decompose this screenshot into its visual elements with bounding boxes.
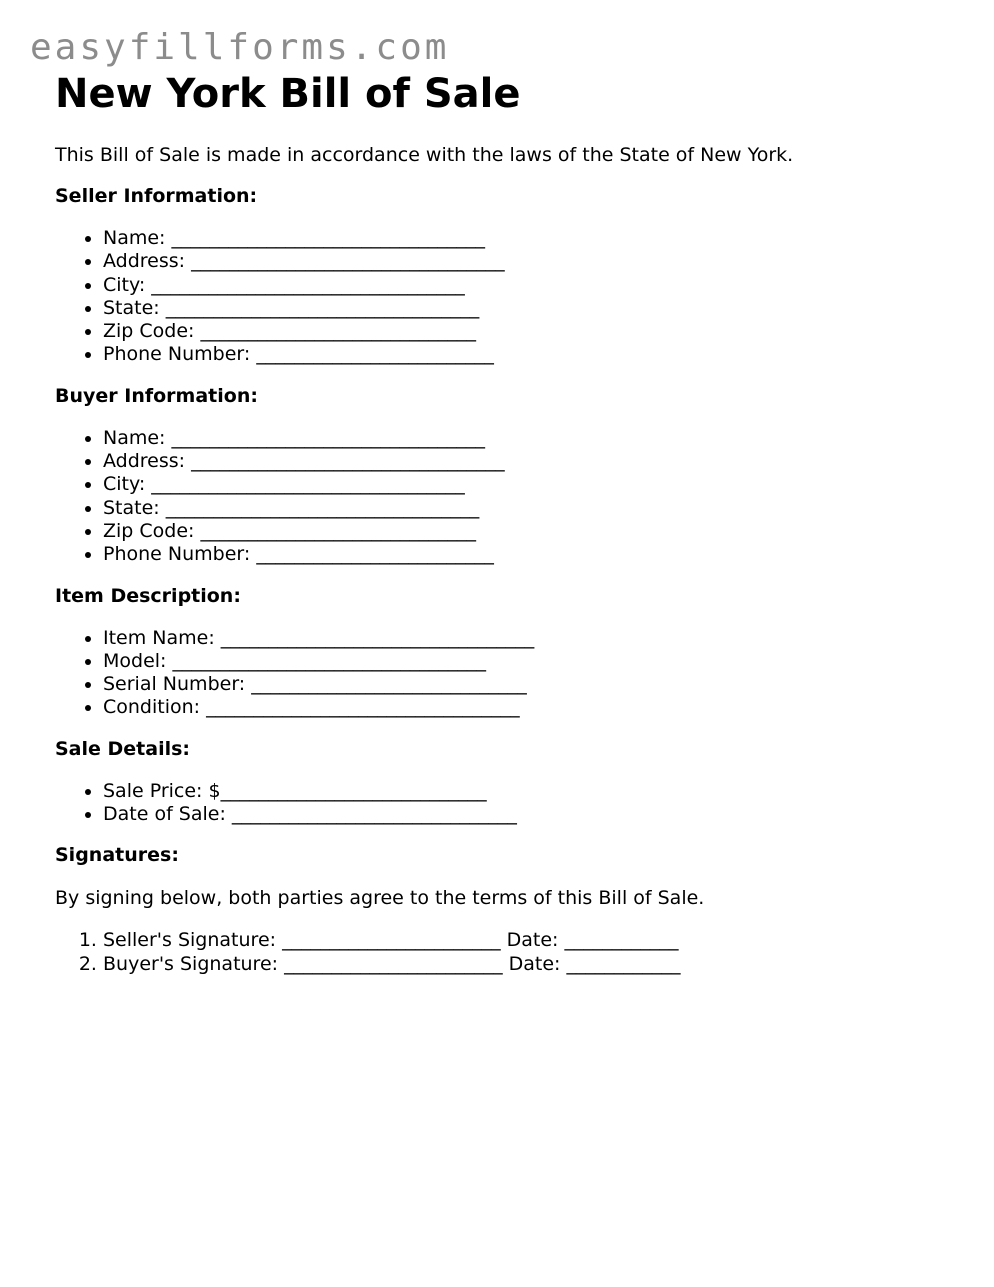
- sale-list: [55, 780, 955, 827]
- seller-city-field[interactable]: • City: _________________________________: [103, 274, 955, 297]
- seller-zip-field[interactable]: • Zip Code: _____________________________: [103, 320, 955, 343]
- seller-state-field[interactable]: • State: _________________________________: [103, 297, 955, 320]
- item-model-field[interactable]: • Model: _________________________________: [103, 650, 955, 673]
- buyer-address-field[interactable]: • Address: _________________________________: [103, 450, 955, 473]
- document: [55, 70, 955, 976]
- document-title: New York Bill of Sale: [55, 71, 521, 117]
- seller-phone-field[interactable]: • Phone Number: _________________________: [103, 343, 955, 366]
- item-heading: Item Description:: [55, 584, 241, 607]
- seller-signature-field[interactable]: 1. Seller's Signature: _______________________ Date: ____________: [103, 929, 955, 952]
- seller-name-field[interactable]: • Name: _________________________________: [103, 227, 955, 250]
- signatures-text: By signing below, both parties agree to the terms of this Bill of Sale.: [55, 887, 705, 910]
- sale-date-field[interactable]: • Date of Sale: ______________________________: [103, 803, 955, 826]
- buyer-signature-field[interactable]: 2. Buyer's Signature: _______________________ Date: ____________: [103, 953, 955, 976]
- signatures-heading: Signatures:: [55, 844, 179, 867]
- item-list: [55, 627, 955, 720]
- seller-list: [55, 227, 955, 367]
- sale-heading: Sale Details:: [55, 737, 191, 760]
- watermark: easyfillforms.com: [30, 27, 450, 68]
- buyer-state-field[interactable]: • State: _________________________________: [103, 497, 955, 520]
- sale-price-field[interactable]: • Sale Price: $____________________________: [103, 780, 955, 803]
- buyer-city-field[interactable]: • City: _________________________________: [103, 473, 955, 496]
- intro-text: This Bill of Sale is made in accordance with the laws of the State of New York.: [55, 144, 794, 166]
- buyer-list: [55, 427, 955, 567]
- buyer-phone-field[interactable]: • Phone Number: _________________________: [103, 543, 955, 566]
- seller-heading: Seller Information:: [55, 185, 258, 207]
- signatures-list: [55, 929, 955, 976]
- buyer-zip-field[interactable]: • Zip Code: _____________________________: [103, 520, 955, 543]
- buyer-name-field[interactable]: • Name: _________________________________: [103, 427, 955, 450]
- buyer-heading: Buyer Information:: [55, 384, 258, 407]
- item-condition-field[interactable]: • Condition: _________________________________: [103, 696, 955, 719]
- seller-address-field[interactable]: • Address: _________________________________: [103, 250, 955, 273]
- item-name-field[interactable]: • Item Name: _________________________________: [103, 627, 955, 650]
- item-serial-field[interactable]: • Serial Number: _____________________________: [103, 673, 955, 696]
